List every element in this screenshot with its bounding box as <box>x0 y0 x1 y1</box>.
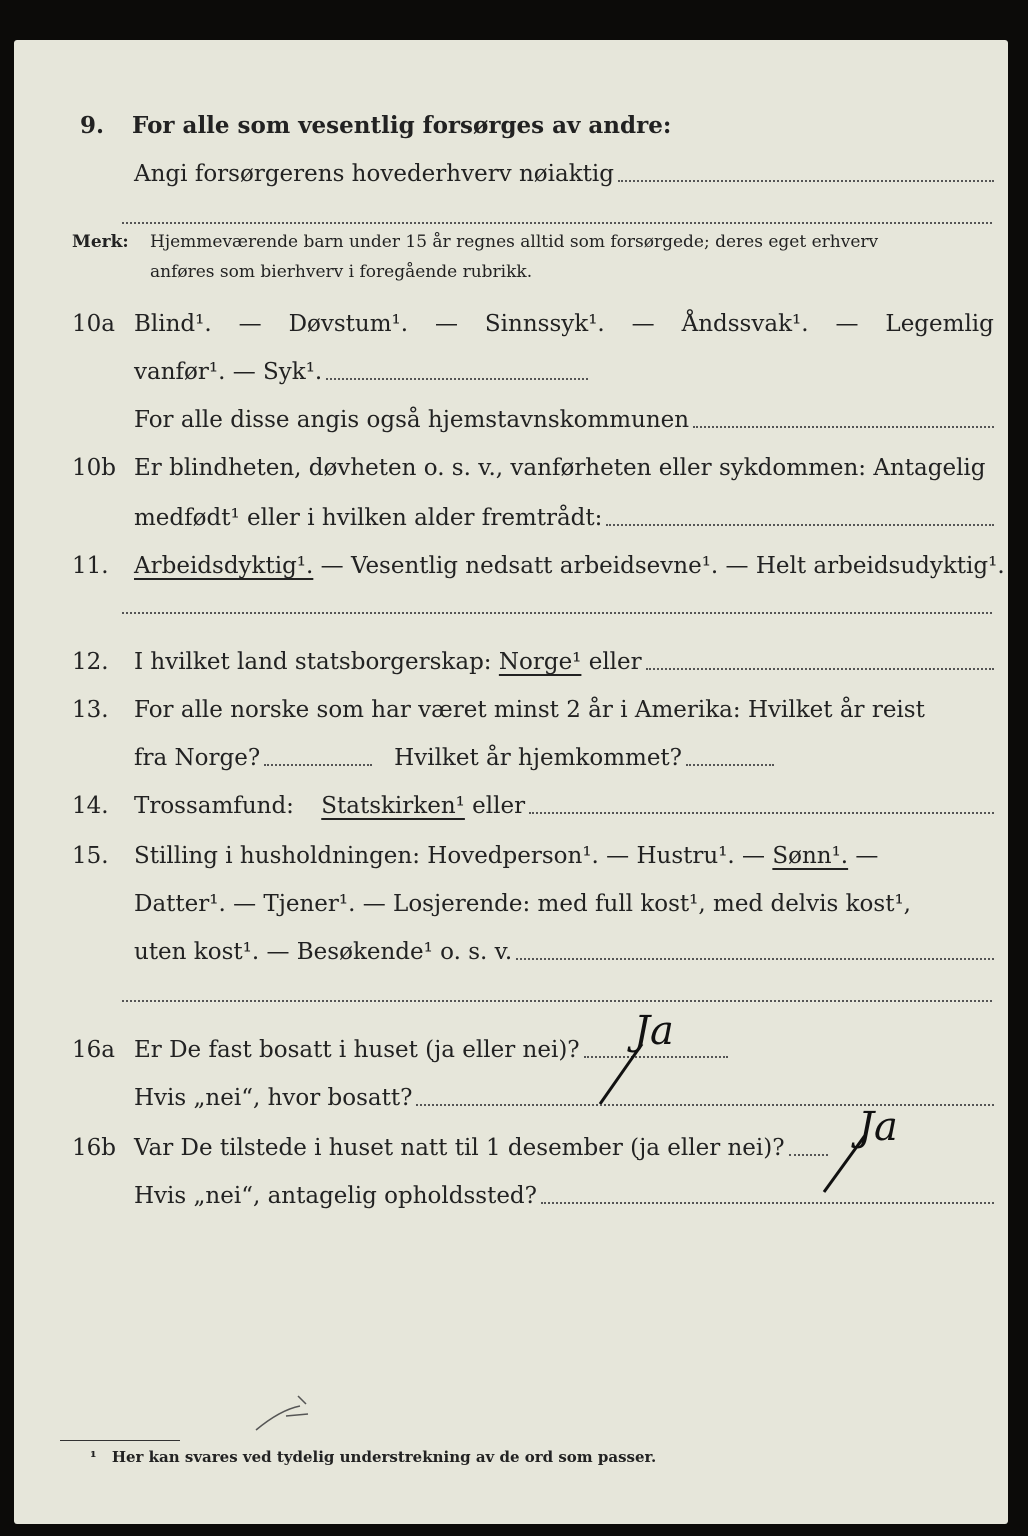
pencil-mark <box>250 1390 330 1440</box>
merk-row-2 <box>0 252 1028 286</box>
merk-label: Merk: <box>72 232 129 252</box>
q14-label: Trossamfund: <box>134 793 302 819</box>
merk-line2: anføres som bierhverv i foregående rubrikk. <box>150 262 533 282</box>
q10a-option[interactable]: Legemlig <box>885 311 994 337</box>
q12-label: I hvilket land statsborgerskap: <box>134 649 499 675</box>
q10b-line2: medfødt¹ eller i hvilken alder fremtrådt: <box>134 505 603 531</box>
q15-row-3 <box>0 926 1028 966</box>
q12-row <box>0 636 1028 676</box>
q10a-row-2 <box>0 346 1028 386</box>
q13-hjemkommet-field[interactable] <box>686 764 774 766</box>
q10b-number: 10b <box>72 455 116 481</box>
q13-reist-field[interactable] <box>264 764 372 766</box>
q15-line1-suffix: — <box>848 843 879 869</box>
q10a-option[interactable]: Blind¹. <box>134 311 212 337</box>
q10a-line2: vanfør¹. — Syk¹. <box>134 359 323 385</box>
q10b-row-1 <box>0 442 1028 482</box>
q10b-answer-field[interactable] <box>606 524 994 526</box>
q10a-option[interactable]: Sinnssyk¹. <box>484 311 605 337</box>
q16a-number: 16a <box>72 1037 115 1063</box>
q13-row-2 <box>0 732 1028 772</box>
q10a-line3: For alle disse angis også hjemstavnskommunen <box>134 407 690 433</box>
q9-line1-label: Angi forsørgerens hovederhverv nøiaktig <box>134 161 614 187</box>
q12-number: 12. <box>72 649 109 675</box>
q11-row <box>0 540 1028 580</box>
q13-reist-label: fra Norge? <box>134 745 261 771</box>
q16b-line2: Hvis „nei“, antagelig opholdssted? <box>134 1183 537 1209</box>
q11-arbeidsdyktig-option[interactable]: Arbeidsdyktig¹. <box>134 553 314 579</box>
q15-sonn-option[interactable]: Sønn¹. <box>772 843 849 869</box>
q14-row <box>0 780 1028 820</box>
q16b-row-2 <box>0 1170 1028 1210</box>
q9-line1-row <box>0 148 1028 188</box>
footnote-mark: ¹ <box>90 1448 97 1466</box>
q9-answer-field[interactable] <box>618 180 994 182</box>
q12-other-country-field[interactable] <box>646 668 994 670</box>
q15-line1[interactable]: Stilling i husholdningen: Hovedperson¹. — Hustru¹. — <box>134 843 773 869</box>
q12-suffix: eller <box>581 649 642 675</box>
q13-line1: For alle norske som har været minst 2 år i Amerika: Hvilket år reist <box>134 697 925 723</box>
q9-number: 9. <box>80 112 105 139</box>
q16b-opholdssted-field[interactable] <box>541 1202 994 1204</box>
q10a-kommune-field[interactable] <box>693 426 994 428</box>
footnote-text: Her kan svares ved tydelig understrekning av de ord som passer. <box>111 1448 657 1466</box>
q10a-separator: — <box>835 311 859 337</box>
q10b-line1: Er blindheten, døvheten o. s. v., vanførheten eller sykdommen: Antagelig <box>134 455 986 481</box>
q16a-line2: Hvis „nei“, hvor bosatt? <box>134 1085 413 1111</box>
q15-number: 15. <box>72 843 109 869</box>
q10a-separator: — <box>631 311 655 337</box>
q15-row-1 <box>0 830 1028 870</box>
q9-heading: For alle som vesentlig forsørges av andre: <box>132 112 672 139</box>
q10a-row-3 <box>0 394 1028 434</box>
footnote <box>90 1448 656 1466</box>
q11-answer-field[interactable] <box>122 612 992 614</box>
q16b-handwritten-answer: Ja <box>858 1104 898 1150</box>
q16a-row-1 <box>0 1024 1028 1064</box>
q16b-number: 16b <box>72 1135 116 1161</box>
q10a-option[interactable]: Døvstum¹. <box>288 311 409 337</box>
q9-heading-row <box>0 100 1028 140</box>
q15-line3[interactable]: uten kost¹. — Besøkende¹ o. s. v. <box>134 939 513 965</box>
q10b-row-2 <box>0 492 1028 532</box>
q15-answer-field-2[interactable] <box>122 1000 992 1002</box>
q10a-syk-field[interactable] <box>326 378 588 380</box>
q14-statskirken-option[interactable]: Statskirken¹ <box>321 793 465 819</box>
q13-row-1 <box>0 684 1028 724</box>
merk-row-1 <box>0 222 1028 256</box>
q15-line2[interactable]: Datter¹. — Tjener¹. — Losjerende: med full kost¹, med delvis kost¹, <box>134 891 911 917</box>
q10a-separator: — <box>434 311 458 337</box>
q16a-line1: Er De fast bosatt i huset (ja eller nei)? <box>134 1037 580 1063</box>
footnote-rule <box>60 1440 180 1441</box>
q10a-number: 10a <box>72 311 115 337</box>
q12-norge-option[interactable]: Norge¹ <box>498 649 582 675</box>
q11-other-options[interactable]: — Vesentlig nedsatt arbeidsevne¹. — Helt arbeidsudyktig¹. <box>313 553 1005 579</box>
q14-number: 14. <box>72 793 109 819</box>
q10a-separator: — <box>238 311 262 337</box>
q10a-options <box>134 310 994 338</box>
q16a-bosatt-field[interactable] <box>416 1104 994 1106</box>
q14-suffix: eller <box>464 793 526 819</box>
merk-line1: Hjemmeværende barn under 15 år regnes alltid som forsørgede; deres eget erhverv <box>150 232 879 252</box>
q10a-row-1 <box>0 298 1028 338</box>
q15-row-2 <box>0 878 1028 918</box>
q16a-handwritten-answer: Ja <box>634 1008 674 1054</box>
q16b-line1: Var De tilstede i huset natt til 1 desember (ja eller nei)? <box>134 1135 785 1161</box>
q15-answer-field[interactable] <box>516 958 994 960</box>
q10a-option[interactable]: Åndssvak¹. <box>681 311 809 337</box>
q11-number: 11. <box>72 553 109 579</box>
q13-number: 13. <box>72 697 109 723</box>
q14-other-field[interactable] <box>529 812 994 814</box>
q13-hjemkommet-label: Hvilket år hjemkommet? <box>394 745 683 771</box>
